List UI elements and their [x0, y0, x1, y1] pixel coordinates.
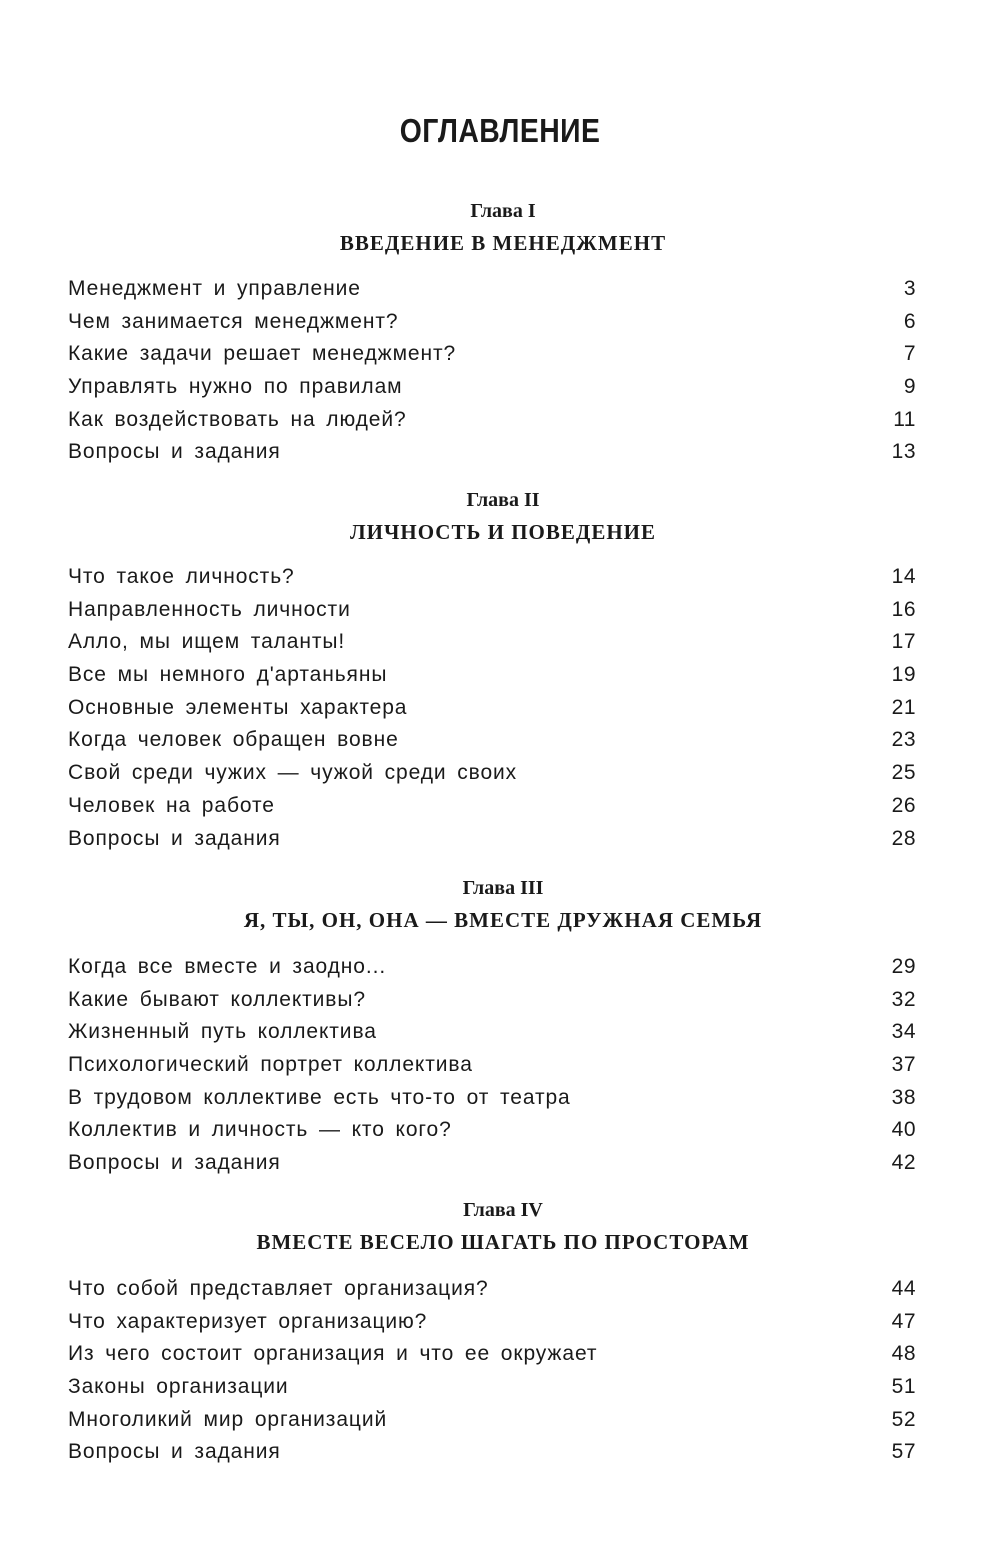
toc-entry-page-number: 6: [903, 309, 916, 333]
dot-leader: [283, 838, 880, 839]
toc-entry[interactable]: [68, 790, 916, 823]
toc-entry-list: [68, 273, 916, 469]
toc-entry-title: Вопросы и задания: [68, 440, 281, 464]
toc-entry-title: Алло, мы ищем таланты!: [68, 630, 346, 654]
dot-leader: [409, 708, 880, 709]
toc-entry-page-number: 26: [891, 793, 916, 817]
dot-leader: [277, 806, 880, 807]
toc-entry-page-number: 57: [891, 1440, 916, 1464]
chapter-label: Глава IV: [463, 1199, 543, 1221]
dot-leader: [389, 675, 880, 676]
dot-leader: [409, 420, 880, 421]
toc-entry-list: [68, 951, 916, 1180]
toc-entry-page-number: 11: [893, 407, 916, 431]
toc-entry[interactable]: [68, 1404, 916, 1437]
toc-entry-page-number: 19: [891, 663, 916, 687]
toc-entry-title: Законы организации: [68, 1375, 289, 1399]
page-title: ОГЛАВЛЕНИЕ: [399, 112, 601, 149]
toc-entry-page-number: 48: [891, 1342, 916, 1366]
toc-entry-page-number: 13: [891, 440, 916, 464]
toc-entry-page-number: 23: [891, 728, 916, 752]
toc-entry[interactable]: [68, 984, 916, 1017]
toc-entry[interactable]: [68, 594, 916, 627]
toc-entry-page-number: 34: [891, 1020, 916, 1044]
toc-entry-title: В трудовом коллективе есть что-то от театра: [68, 1085, 571, 1109]
toc-entry[interactable]: [68, 561, 916, 594]
toc-entry-title: Какие задачи решает менеджмент?: [68, 342, 457, 366]
toc-entry-page-number: 17: [891, 630, 916, 654]
toc-entry-title: Человек на работе: [68, 793, 275, 817]
toc-entry-title: Коллектив и личность — кто кого?: [68, 1118, 452, 1142]
toc-entry-page-number: 9: [903, 375, 916, 399]
toc-entry[interactable]: [68, 1371, 916, 1404]
dot-leader: [389, 1420, 880, 1421]
toc-entry-page-number: 21: [891, 695, 916, 719]
chapter-label: Глава II: [466, 489, 540, 511]
chapter-heading: [0, 486, 1000, 547]
toc-entry[interactable]: [68, 1147, 916, 1180]
toc-entry[interactable]: [68, 1338, 916, 1371]
toc-entry-title: Менеджмент и управление: [68, 277, 361, 300]
dot-leader: [491, 1289, 880, 1290]
toc-entry-title: Психологический портрет коллектива: [68, 1053, 473, 1077]
toc-entry-title: Направленность личности: [68, 597, 351, 621]
chapter-title: ВВЕДЕНИЕ В МЕНЕДЖМЕНТ: [339, 231, 667, 255]
toc-entry-title: Как воздействовать на людей?: [68, 407, 407, 431]
toc-entry[interactable]: [68, 1436, 916, 1469]
toc-entry-list: [68, 561, 916, 855]
toc-entry-title: Вопросы и задания: [68, 826, 281, 850]
toc-entry[interactable]: [68, 273, 916, 306]
toc-entry[interactable]: [68, 338, 916, 371]
chapter-heading: [0, 197, 1000, 258]
toc-entry-title: Что характеризует организацию?: [68, 1309, 428, 1333]
toc-entry[interactable]: [68, 1273, 916, 1306]
toc-entry-page-number: 37: [891, 1053, 916, 1077]
toc-entry[interactable]: [68, 626, 916, 659]
chapter-heading: [0, 1196, 1000, 1257]
toc-entry-page-number: 28: [891, 826, 916, 850]
toc-entry-title: Чем занимается менеджмент?: [68, 309, 399, 333]
toc-entry[interactable]: [68, 1114, 916, 1147]
toc-entry-page-number: 29: [891, 955, 916, 978]
toc-entry-title: Основные элементы характера: [68, 695, 408, 719]
dot-leader: [454, 1130, 880, 1131]
dot-leader: [283, 1452, 880, 1453]
toc-entry-page-number: 7: [903, 342, 916, 366]
dot-leader: [429, 1322, 880, 1323]
toc-entry[interactable]: [68, 951, 916, 984]
toc-entry-title: Из чего состоит организация и что ее окружает: [68, 1342, 598, 1366]
dot-leader: [379, 1032, 880, 1033]
dot-leader: [291, 1387, 880, 1388]
toc-entry[interactable]: [68, 306, 916, 339]
toc-entry[interactable]: [68, 436, 916, 469]
dot-leader: [347, 642, 880, 643]
dot-leader: [599, 1354, 880, 1355]
toc-entry-page-number: 52: [891, 1407, 916, 1431]
toc-entry-page-number: 44: [891, 1277, 916, 1300]
toc-entry-title: Все мы немного д'артаньяны: [68, 663, 388, 687]
toc-entry-page-number: 3: [903, 277, 916, 300]
dot-leader: [475, 1065, 880, 1066]
toc-entry-page-number: 40: [891, 1118, 916, 1142]
toc-entry-page-number: 25: [891, 761, 916, 785]
dot-leader: [458, 354, 880, 355]
toc-entry-title: Вопросы и задания: [68, 1151, 281, 1175]
toc-entry[interactable]: [68, 404, 916, 437]
toc-entry-title: Многоликий мир организаций: [68, 1407, 388, 1431]
toc-entry-page-number: 47: [891, 1309, 916, 1333]
toc-entry[interactable]: [68, 724, 916, 757]
toc-entry-page-number: 32: [891, 987, 916, 1011]
dot-leader: [400, 322, 880, 323]
dot-leader: [401, 740, 880, 741]
toc-entry[interactable]: [68, 823, 916, 856]
toc-entry[interactable]: [68, 692, 916, 725]
toc-entry-title: Управлять нужно по правилам: [68, 375, 403, 399]
toc-entry[interactable]: [68, 659, 916, 692]
chapter-title: Я, ТЫ, ОН, ОНА — ВМЕСТЕ ДРУЖНАЯ СЕМЬЯ: [243, 908, 763, 932]
dot-leader: [388, 967, 880, 968]
toc-entry-title: Что собой представляет организация?: [68, 1277, 489, 1300]
toc-entry[interactable]: [68, 1016, 916, 1049]
toc-entry[interactable]: [68, 371, 916, 404]
chapter-heading: [0, 874, 1000, 935]
dot-leader: [519, 773, 880, 774]
dot-leader: [363, 289, 880, 290]
toc-entry-title: Свой среди чужих — чужой среди своих: [68, 761, 518, 785]
dot-leader: [283, 452, 880, 453]
chapter-label: Глава III: [462, 877, 544, 899]
toc-entry-page-number: 38: [891, 1085, 916, 1109]
toc-entry-page-number: 51: [891, 1375, 916, 1399]
toc-entry-title: Жизненный путь коллектива: [68, 1020, 377, 1044]
dot-leader: [368, 1000, 880, 1001]
toc-entry[interactable]: [68, 1082, 916, 1115]
toc-entry-page-number: 16: [891, 597, 916, 621]
toc-entry-list: [68, 1273, 916, 1469]
chapter-title: ЛИЧНОСТЬ И ПОВЕДЕНИЕ: [349, 520, 657, 544]
toc-entry[interactable]: [68, 757, 916, 790]
toc-entry-title: Какие бывают коллективы?: [68, 987, 366, 1011]
toc-entry-title: Когда все вместе и заодно...: [68, 955, 387, 978]
chapter-label: Глава I: [470, 200, 536, 222]
dot-leader: [297, 577, 880, 578]
toc-entry[interactable]: [68, 1306, 916, 1339]
toc-entry[interactable]: [68, 1049, 916, 1082]
toc-entry-page-number: 42: [891, 1151, 916, 1175]
dot-leader: [353, 610, 880, 611]
toc-entry-page-number: 14: [891, 565, 916, 588]
chapter-title: ВМЕСТЕ ВЕСЕЛО ШАГАТЬ ПО ПРОСТОРАМ: [256, 1230, 750, 1254]
toc-entry-title: Вопросы и задания: [68, 1440, 281, 1464]
dot-leader: [404, 387, 880, 388]
toc-entry-title: Что такое личность?: [68, 565, 295, 588]
dot-leader: [283, 1163, 880, 1164]
toc-entry-title: Когда человек обращен вовне: [68, 728, 399, 752]
dot-leader: [573, 1098, 880, 1099]
